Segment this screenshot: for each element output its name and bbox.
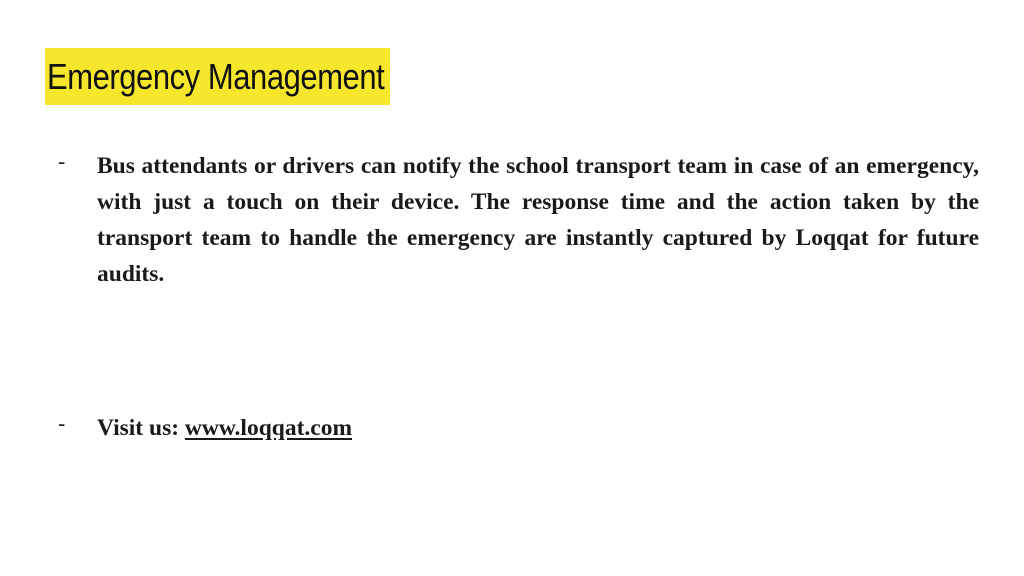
bullet-marker: - bbox=[58, 412, 66, 437]
bullet-visit-us bbox=[97, 410, 979, 446]
bullet-marker: - bbox=[58, 150, 66, 175]
slide-title: Emergency Management bbox=[47, 55, 385, 97]
website-link[interactable]: www.loqqat.com bbox=[184, 415, 353, 441]
visit-us-label: Visit us: bbox=[97, 415, 185, 441]
bullet-emergency-text: Bus attendants or drivers can notify the school transport team in case of an emergency, with just a touch on their device. The response time and the action taken by the transport team to handle the emergency are instantly captured by Loqqat for future audits. bbox=[97, 153, 979, 287]
title-highlight bbox=[45, 48, 390, 105]
